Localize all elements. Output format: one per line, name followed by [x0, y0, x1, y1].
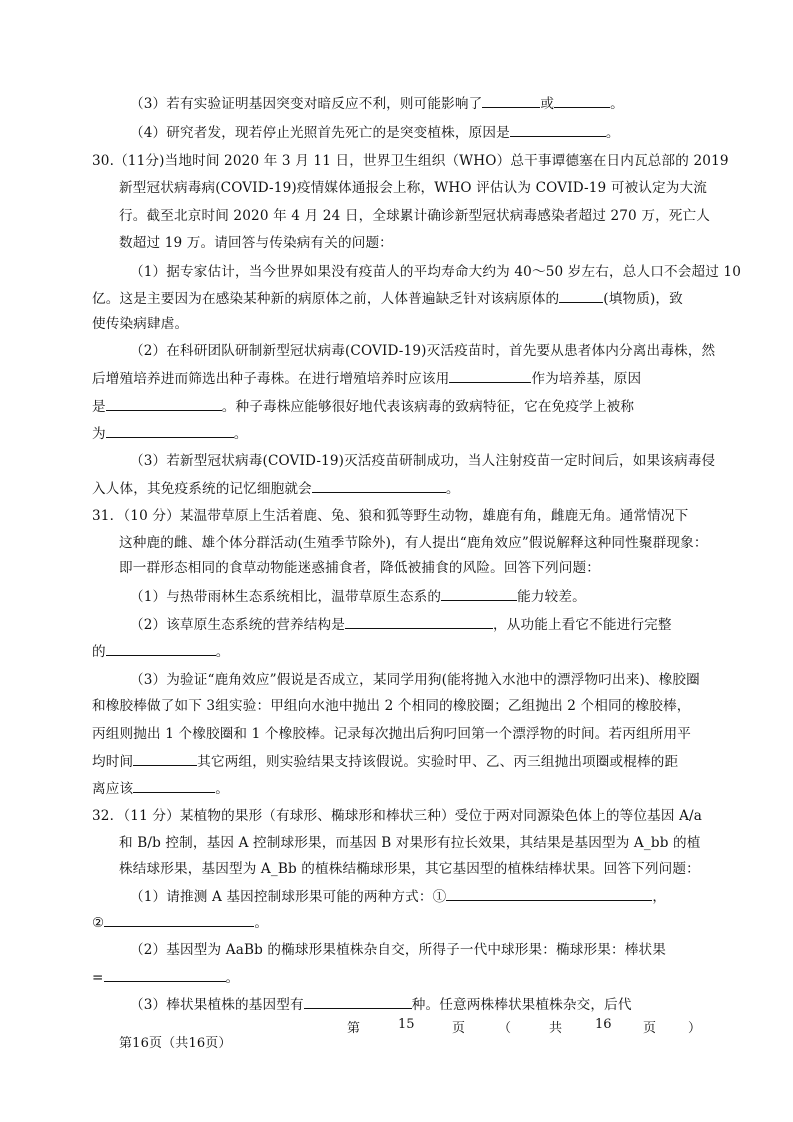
page-number-label: 第16页（共16页）: [119, 1036, 232, 1051]
q30-part1-line2: 亿。这是主要因为在感染某种新的病原体之前，人体普遍缺乏针对该病原体的 (填物质)，致: [92, 288, 683, 309]
q30-stem-line3: 行。截至北京时间 2020 年 4 月 24 日，全球累计确诊新型冠状病毒感染者超过 270 万，死亡人: [119, 208, 711, 224]
q31-part2-line2: 的 。: [92, 641, 230, 662]
answer-blank[interactable]: [312, 478, 446, 493]
answer-blank[interactable]: [104, 912, 254, 927]
q30-stem-line1: 30.（11分)当地时间 2020 年 3 月 11 日，世界卫生组织（WHO）总干事谭德塞在日内瓦总部的 2019: [92, 153, 729, 169]
q31-part2-line1: （2）该草原生态系统的营养结构是 ，从功能上看它不能进行完整: [130, 614, 672, 635]
answer-blank[interactable]: [106, 423, 234, 438]
q31-part1: （1）与热带雨林生态系统相比，温带草原生态系的 能力较差。: [130, 586, 586, 607]
q32-part1-line2: ② 。: [92, 912, 268, 933]
answer-blank[interactable]: [510, 122, 606, 137]
q31-stem-line3: 即一群形态相同的食草动物能迷惑捕食者，降低被捕食的风险。回答下列问题：: [119, 560, 601, 576]
q32-stem-line2: 和 B/b 控制，基因 A 控制球形果，而基因 B 对果形有拉长效果，其结果是基因型为 A_bb 的植: [119, 835, 701, 851]
q31-part3-line4: 均时间 其它两组，则实验结果支持该假说。实验时甲、乙、丙三组抛出项圈或棍棒的距: [92, 751, 678, 772]
answer-blank[interactable]: [482, 93, 540, 108]
answer-blank[interactable]: [559, 288, 603, 303]
answer-blank[interactable]: [554, 93, 610, 108]
q29-part4: （4）研究者发，现若停止光照首先死亡的是突变植株，原因是 。: [130, 122, 620, 143]
answer-blank[interactable]: [449, 368, 531, 383]
q32-part3-line1: （3）棒状果植株的基因型有 种。任意两株棒状果植株杂交，后代: [130, 994, 632, 1015]
page-footer-center: 第 15 页 （ 共 16 页 ）: [347, 1017, 702, 1036]
q30-part1-line1: （1）据专家估计，当今世界如果没有疫苗人的平均寿命大约为 40～50 岁左右，总人口不会超过 10: [130, 264, 742, 280]
q32-part2-line2: = 。: [92, 967, 239, 988]
q30-stem-line2: 新型冠状病毒病(COVID-19)疫情媒体通报会上称，WHO 评估认为 COVID-19 可被认定为大流: [119, 180, 708, 196]
q30-part3-line2: 入人体，其免疫系统的记忆细胞就会 。: [92, 478, 460, 499]
answer-blank[interactable]: [345, 614, 493, 629]
q30-part2-line4: 为 。: [92, 423, 248, 444]
answer-blank[interactable]: [304, 994, 412, 1009]
q31-part3-line3: 丙组则抛出 1 个橡胶圈和 1 个橡胶棒。记录每次抛出后狗叼回第一个漂浮物的时间。若丙组所用平: [92, 726, 691, 742]
q30-part1-line3: 使传染病肆虐。: [92, 316, 189, 332]
q32-stem-line3: 株结球形果，基因型为 A_Bb 的植株结椭球形果，其它基因型的植株结棒状果。回答下列问题：: [119, 861, 700, 877]
q32-part1-line1: （1）请推测 A 基因控制球形果可能的两种方式：① ，: [130, 886, 666, 907]
q31-part3-line5: 离应该 。: [92, 778, 229, 799]
answer-blank[interactable]: [441, 586, 517, 601]
q31-part3-line2: 和橡胶棒做了如下 3组实验：甲组向水池中抛出 2 个相同的橡胶圈；乙组抛出 2 个相同的橡胶棒，: [92, 698, 691, 714]
answer-blank[interactable]: [106, 396, 222, 411]
answer-blank[interactable]: [133, 751, 197, 766]
q30-part2-line1: （2）在科研团队研制新型冠状病毒(COVID-19)灭活疫苗时，首先要从患者体内分离出毒株，然: [130, 343, 716, 359]
q30-part2-line2: 后增殖培养进而筛选出种子毒株。在进行增殖培养时应该用 作为培养基，原因: [92, 368, 641, 389]
answer-blank[interactable]: [104, 967, 226, 982]
q30-part2-line3: 是 。种子毒株应能够很好地代表该病毒的致病特征，它在免疫学上被称: [92, 396, 634, 417]
q32-part2-line1: （2）基因型为 AaBb 的椭球形果植株杂自交，所得子一代中球形果：椭球形果：棒状果: [130, 942, 666, 958]
q30-stem-line4: 数超过 19 万。请回答与传染病有关的问题：: [119, 235, 393, 251]
q31-stem-line1: 31．（10 分）某温带草原上生活着鹿、兔、狼和狐等野生动物，雄鹿有角，雌鹿无角。通常情况下: [92, 508, 689, 524]
answer-blank[interactable]: [446, 886, 652, 901]
answer-blank[interactable]: [106, 641, 216, 656]
q32-stem-line1: 32．（11 分）某植物的果形（有球形、椭球形和棒状三种）受位于两对同源染色体上的等位基因 A/a: [92, 808, 703, 824]
q31-stem-line2: 这种鹿的雌、雄个体分群活动(生殖季节除外)，有人提出“鹿角效应”假说解释这种同性聚群现象：: [119, 535, 708, 551]
q31-part3-line1: （3）为验证“鹿角效应”假说是否成立，某同学用狗(能将抛入水池中的漂浮物叼出来)、橡胶圈: [130, 672, 700, 688]
answer-blank[interactable]: [133, 778, 215, 793]
q30-part3-line1: （3）若新型冠状病毒(COVID-19)灭活疫苗研制成功，当人注射疫苗一定时间后，如果该病毒侵: [130, 453, 716, 469]
q29-part3: （3）若有实验证明基因突变对暗反应不利，则可能影响了 或 。: [130, 93, 624, 114]
